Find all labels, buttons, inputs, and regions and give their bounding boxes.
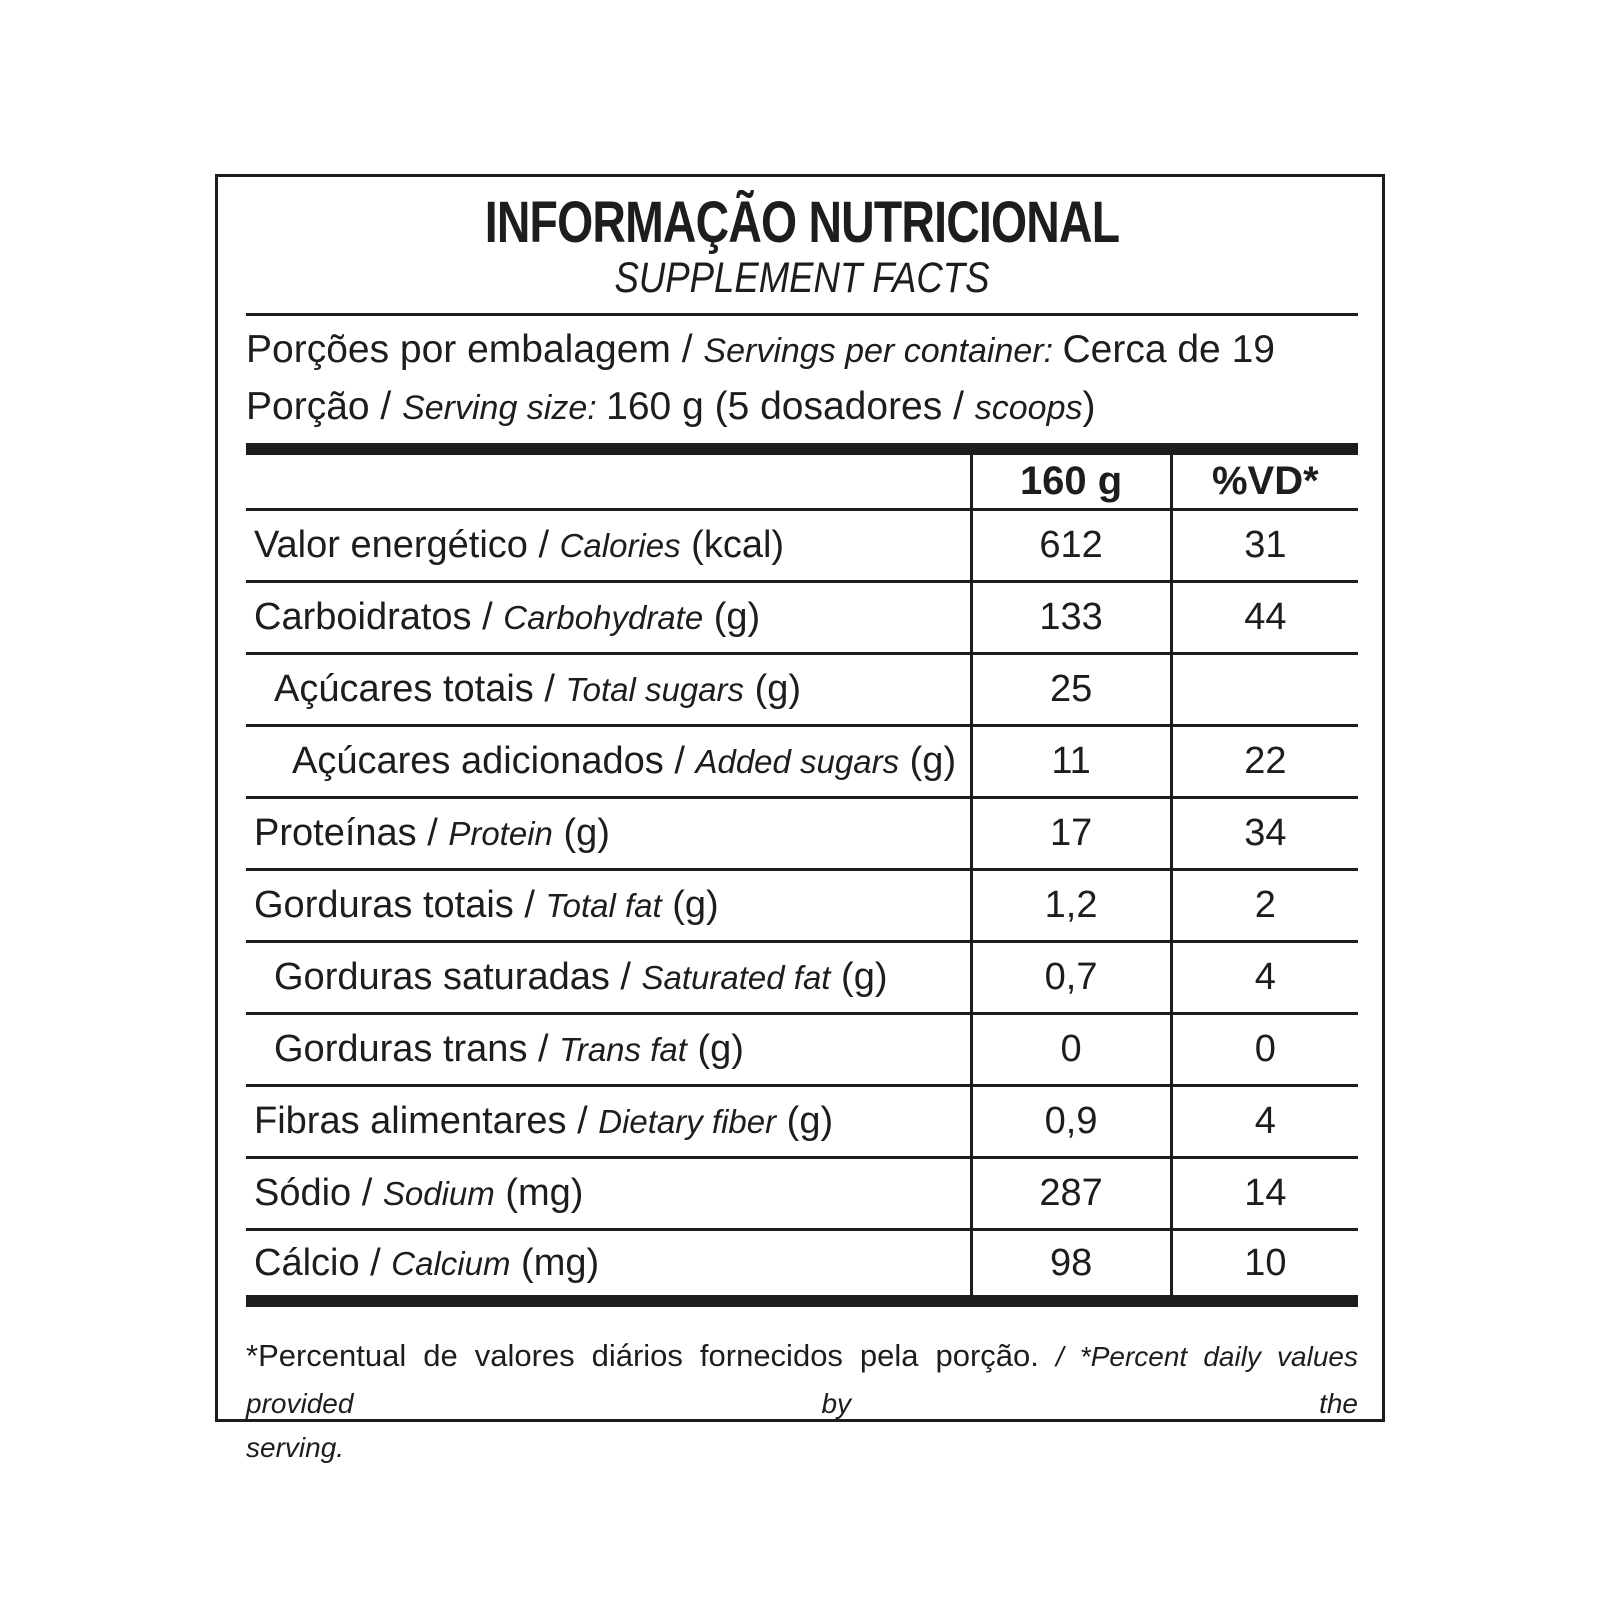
- nutrient-en: Trans fat: [559, 1030, 687, 1068]
- servings-per-container-en: Servings per container:: [703, 332, 1063, 371]
- nutrient-dv: 2: [1171, 869, 1358, 941]
- nutrient-pt: Fibras alimentares /: [254, 1099, 599, 1142]
- nutrient-en: Total fat: [545, 886, 662, 924]
- table-header-row: [246, 449, 1358, 509]
- nutrient-amount: 11: [971, 725, 1171, 797]
- nutrient-pt: Valor energético /: [254, 523, 560, 566]
- nutrient-en: Calcium: [391, 1244, 511, 1282]
- serving-size-en: Serving size:: [402, 389, 607, 428]
- nutrient-unit: (g): [830, 955, 888, 998]
- nutrient-amount: 612: [971, 509, 1171, 581]
- nutrient-amount: 1,2: [971, 869, 1171, 941]
- nutrient-label: [246, 725, 971, 797]
- nutrient-dv: 10: [1171, 1229, 1358, 1301]
- nutrient-unit: (g): [744, 667, 802, 710]
- nutrient-label: [246, 1085, 971, 1157]
- nutrient-unit: (mg): [494, 1171, 584, 1214]
- row-calories: [246, 509, 1358, 581]
- nutrient-pt: Gorduras totais /: [254, 883, 546, 926]
- serving-size-pt: Porção /: [246, 385, 403, 429]
- serving-size-scoops: scoops: [974, 389, 1083, 428]
- row-protein: [246, 797, 1358, 869]
- nutrient-amount: 133: [971, 581, 1171, 653]
- servings-per-container-value: Cerca de 19: [1062, 328, 1275, 372]
- nutrient-dv: 31: [1171, 509, 1358, 581]
- nutrient-label: [246, 797, 971, 869]
- footnote-line2: serving.: [246, 1432, 345, 1464]
- nutrient-dv: 4: [1171, 941, 1358, 1013]
- servings-per-container-pt: Porções por embalagem /: [246, 328, 704, 372]
- label-subtitle: SUPPLEMENT FACTS: [614, 254, 990, 303]
- serving-info: [246, 322, 1358, 436]
- nutrient-label: [246, 581, 971, 653]
- footnote-line1: [246, 1333, 1358, 1426]
- row-calcium: [246, 1229, 1358, 1301]
- nutrient-en: Saturated fat: [641, 958, 831, 996]
- nutrient-pt: Açúcares adicionados /: [292, 739, 696, 782]
- nutrient-pt: Carboidratos /: [254, 595, 504, 638]
- nutrient-dv: [1171, 653, 1358, 725]
- serving-size-value: 160 g (5 dosadores /: [606, 385, 975, 429]
- nutrition-label: [215, 174, 1385, 1464]
- nutrient-label: [246, 1157, 971, 1229]
- row-saturated-fat: [246, 941, 1358, 1013]
- nutrient-dv: 14: [1171, 1157, 1358, 1229]
- row-added-sugars: [246, 725, 1358, 797]
- nutrient-unit: (g): [776, 1099, 834, 1142]
- nutrient-en: Protein: [448, 814, 553, 852]
- nutrient-unit: (kcal): [680, 523, 785, 566]
- nutrient-amount: 17: [971, 797, 1171, 869]
- nutrient-en: Dietary fiber: [598, 1102, 777, 1140]
- footnote: [246, 1333, 1358, 1471]
- nutrient-pt: Proteínas /: [254, 811, 449, 854]
- header-amount: 160 g: [971, 449, 1171, 509]
- row-dietary-fiber: [246, 1085, 1358, 1157]
- row-total-sugars: [246, 653, 1358, 725]
- row-sodium: [246, 1157, 1358, 1229]
- nutrient-amount: 98: [971, 1229, 1171, 1301]
- servings-per-container-line: [246, 322, 1358, 379]
- label-title: INFORMAÇÃO NUTRICIONAL: [484, 190, 1120, 255]
- nutrient-pt: Gorduras trans /: [274, 1027, 560, 1070]
- nutrient-amount: 287: [971, 1157, 1171, 1229]
- row-trans-fat: [246, 1013, 1358, 1085]
- title-divider: [246, 313, 1358, 316]
- nutrient-unit: (mg): [510, 1241, 600, 1284]
- nutrient-amount: 25: [971, 653, 1171, 725]
- nutrient-en: Carbohydrate: [503, 598, 704, 636]
- nutrient-dv: 22: [1171, 725, 1358, 797]
- nutrient-en: Total sugars: [565, 670, 745, 708]
- row-carbohydrate: [246, 581, 1358, 653]
- footnote-en: / *Percent daily values provided by the: [246, 1341, 1358, 1419]
- nutrient-dv: 44: [1171, 581, 1358, 653]
- footnote-pt: *Percentual de valores diários fornecidos pela porção.: [246, 1338, 1056, 1374]
- nutrient-en: Calories: [559, 526, 681, 564]
- row-total-fat: [246, 869, 1358, 941]
- nutrient-unit: (g): [703, 595, 761, 638]
- nutrient-dv: 0: [1171, 1013, 1358, 1085]
- nutrient-amount: 0,7: [971, 941, 1171, 1013]
- nutrient-pt: Açúcares totais /: [274, 667, 566, 710]
- nutrient-unit: (g): [552, 811, 610, 854]
- header-empty-cell: [246, 449, 971, 509]
- nutrient-amount: 0: [971, 1013, 1171, 1085]
- nutrient-unit: (g): [899, 739, 957, 782]
- nutrition-table: [246, 443, 1358, 1307]
- nutrient-unit: (g): [661, 883, 719, 926]
- nutrient-unit: (g): [686, 1027, 744, 1070]
- nutrient-label: [246, 941, 971, 1013]
- serving-size-close: ): [1082, 385, 1096, 429]
- nutrient-en: Sodium: [382, 1174, 495, 1212]
- serving-size-line: [246, 379, 1358, 436]
- nutrient-label: [246, 653, 971, 725]
- nutrient-label: [246, 509, 971, 581]
- nutrient-pt: Sódio /: [254, 1171, 383, 1214]
- nutrient-en: Added sugars: [695, 742, 900, 780]
- nutrient-dv: 4: [1171, 1085, 1358, 1157]
- nutrient-amount: 0,9: [971, 1085, 1171, 1157]
- header-dv: %VD*: [1171, 449, 1358, 509]
- nutrient-label: [246, 1229, 971, 1301]
- nutrient-dv: 34: [1171, 797, 1358, 869]
- nutrient-label: [246, 869, 971, 941]
- nutrient-pt: Gorduras saturadas /: [274, 955, 642, 998]
- nutrient-label: [246, 1013, 971, 1085]
- nutrient-pt: Cálcio /: [254, 1241, 392, 1284]
